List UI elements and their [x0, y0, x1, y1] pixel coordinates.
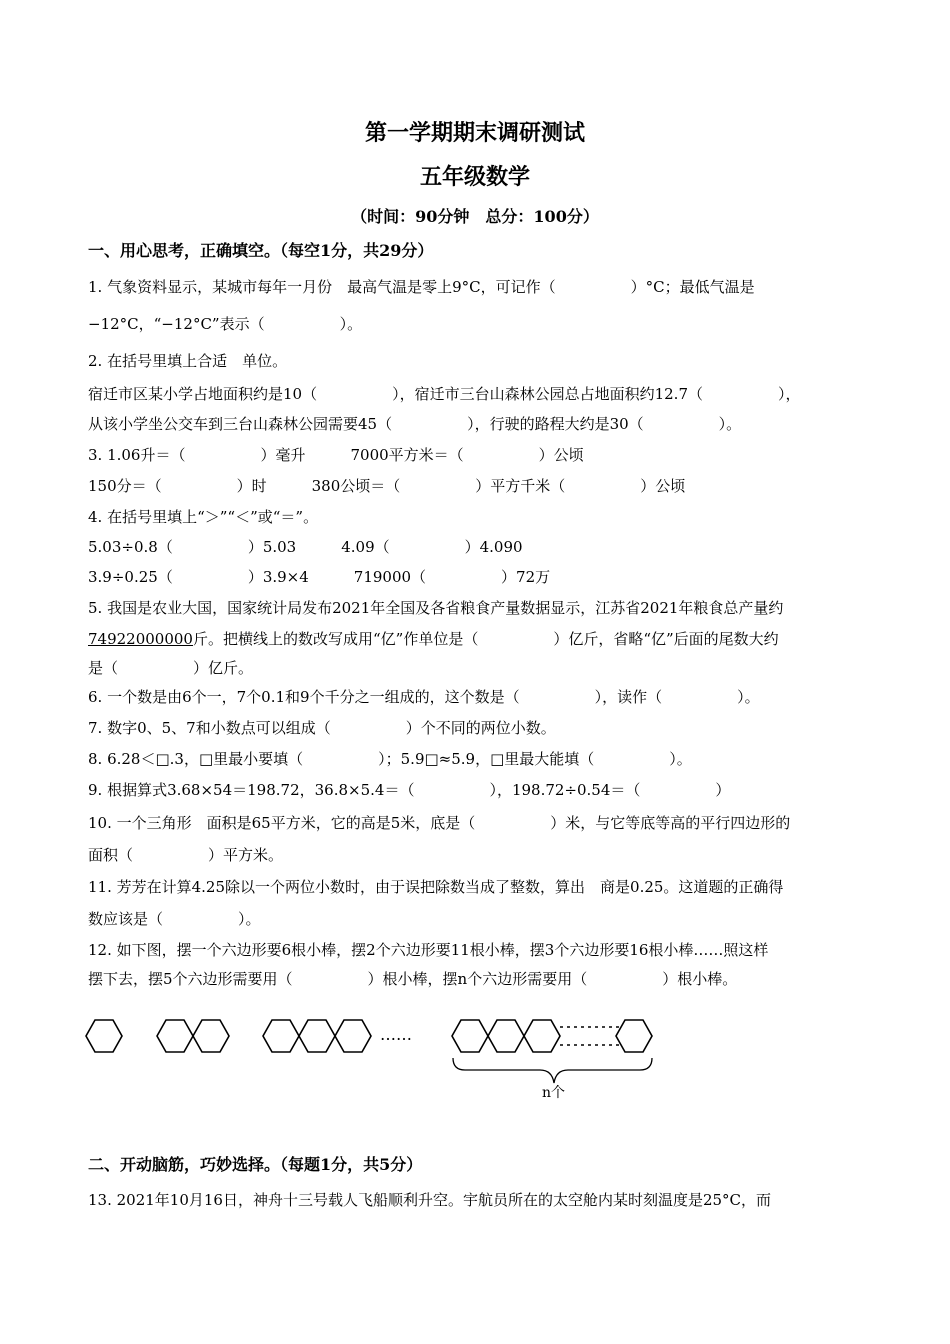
q7-line: 7. 数字0、5、7和小数点可以组成（ ）个不同的两位小数。 — [88, 719, 556, 737]
q5-line1: 5. 我国是农业大国，国家统计局发布2021年全国及各省粮食产量数据显示，江苏省2021年粮食总产量约 — [88, 599, 784, 617]
hexagon-shape — [263, 1020, 299, 1052]
q1-line1: 1. 气象资料显示，某城市每年一月份 最高气温是零上9°C，可记作（ ）°C；最低气温是 — [88, 278, 755, 296]
q2-line2: 宿迁市区某小学占地面积约是10（ ），宿迁市三台山森林公园总占地面积约12.7（ ）， — [88, 385, 801, 403]
hexagon-figure — [80, 1005, 680, 1105]
q2-line3: 从该小学坐公交车到三台山森林公园需要45（ ），行驶的路程大约是30（ ）。 — [88, 415, 742, 433]
q10-line1: 10. 一个三角形 面积是65平方米，它的高是5米，底是（ ）米，与它等底等高的平行四边形的 — [88, 814, 791, 832]
q11-line2: 数应该是（ ）。 — [88, 910, 261, 928]
q8-line: 8. 6.28＜□.3，□里最小要填（ ）；5.9□≈5.9，□里最大能填（ ）。 — [88, 750, 692, 768]
q3-line1: 3. 1.06升＝（ ）毫升 7000平方米＝（ ）公顷 — [88, 446, 584, 464]
hexagon-shape — [299, 1020, 335, 1052]
q4-line2: 5.03÷0.8（ ）5.03 4.09（ ）4.090 — [88, 538, 523, 556]
q2-line1: 2. 在括号里填上合适 单位。 — [88, 352, 288, 370]
q4-line1: 4. 在括号里填上“＞”“＜”或“＝”。 — [88, 508, 319, 526]
q4-line3: 3.9÷0.25（ ）3.9×4 719000（ ）72万 — [88, 568, 551, 586]
exam-info: （时间：90分钟 总分：100分） — [351, 207, 599, 226]
dots-separator: …… — [380, 1025, 412, 1044]
hexagon-shape — [452, 1020, 488, 1052]
q10-line2: 面积（ ）平方米。 — [88, 846, 284, 864]
q3-line2: 150分＝（ ）时 380公顷＝（ ）平方千米（ ）公顷 — [88, 477, 686, 495]
q12-line1: 12. 如下图，摆一个六边形要6根小棒，摆2个六边形要11根小棒，摆3个六边形要16根小棒……照这样 — [88, 941, 769, 959]
hexagon-shape — [86, 1020, 122, 1052]
hexagon-shape — [616, 1020, 652, 1052]
hexagon-shape — [488, 1020, 524, 1052]
q11-line1: 11. 芳芳在计算4.25除以一个两位小数时，由于误把除数当成了整数，算出 商是0.25。这道题的正确得 — [88, 878, 784, 896]
q9-line: 9. 根据算式3.68×54＝198.72，36.8×5.4＝（ ），198.72÷0.54＝（ ） — [88, 781, 731, 799]
exam-subtitle: 五年级数学 — [419, 164, 530, 190]
q5-line2: 74922000000斤。把横线上的数改写成用“亿”作单位是（ ）亿斤，省略“亿”后面的尾数大约 — [88, 630, 779, 648]
q12-line2: 摆下去，摆5个六边形需要用（ ）根小棒，摆n个六边形需要用（ ）根小棒。 — [88, 970, 738, 988]
q13-line1: 13. 2021年10月16日，神舟十三号载人飞船顺利升空。宇航员所在的太空舱内某时刻温度是25°C，而 — [88, 1191, 772, 1209]
hexagon-shape — [157, 1020, 193, 1052]
q6-line: 6. 一个数是由6个一，7个0.1和9个千分之一组成的，这个数是（ ），读作（ ）。 — [88, 688, 760, 706]
q5-underlined-number: 74922000000 — [88, 630, 193, 648]
section-2-heading: 二、开动脑筋，巧妙选择。（每题1分，共5分） — [88, 1155, 423, 1174]
q1-line2: −12°C，“−12°C”表示（ ）。 — [88, 315, 363, 333]
hexagon-shape — [193, 1020, 229, 1052]
q5-line3: 是（ ）亿斤。 — [88, 659, 254, 677]
section-1-heading: 一、用心思考，正确填空。（每空1分，共29分） — [88, 241, 434, 260]
n-label: n个 — [542, 1085, 566, 1101]
hexagon-shape — [524, 1020, 560, 1052]
brace-shape — [453, 1058, 652, 1083]
exam-title: 第一学期期末调研测试 — [364, 120, 585, 146]
hexagon-shape — [335, 1020, 371, 1052]
